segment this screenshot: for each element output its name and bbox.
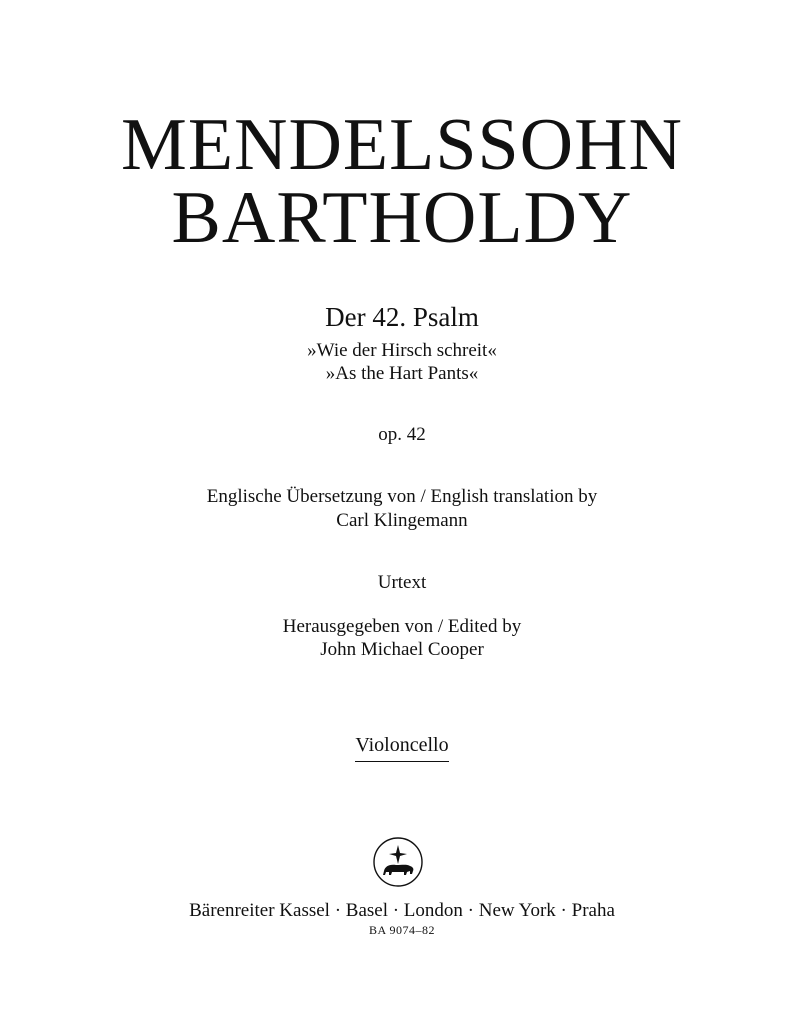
composer-name-line2: BARTHOLDY xyxy=(171,177,633,259)
subtitle-english: »As the Hart Pants« xyxy=(325,363,479,384)
translator-name: Carl Klingemann xyxy=(336,510,468,531)
subtitle-german: »Wie der Hirsch schreit« xyxy=(307,340,497,361)
baerenreiter-bear-star-icon xyxy=(372,836,424,888)
editor-label: Herausgegeben von / Edited by xyxy=(282,616,522,637)
composer-name-line1: MENDELSSOHN xyxy=(121,104,683,186)
catalog-number: BA 9074–82 xyxy=(368,923,435,937)
editor-name: John Michael Cooper xyxy=(320,639,484,660)
translation-label: Englische Übersetzung von / English translation by xyxy=(206,486,598,507)
urtext-label: Urtext xyxy=(377,572,427,593)
work-title: Der 42. Psalm xyxy=(325,302,479,332)
instrument-part-label: Violoncello xyxy=(355,734,448,762)
instrument-part xyxy=(0,734,804,762)
opus-number: op. 42 xyxy=(378,424,426,445)
publisher-cities: Bärenreiter Kassel · Basel · London · New York · Praha xyxy=(189,900,615,921)
